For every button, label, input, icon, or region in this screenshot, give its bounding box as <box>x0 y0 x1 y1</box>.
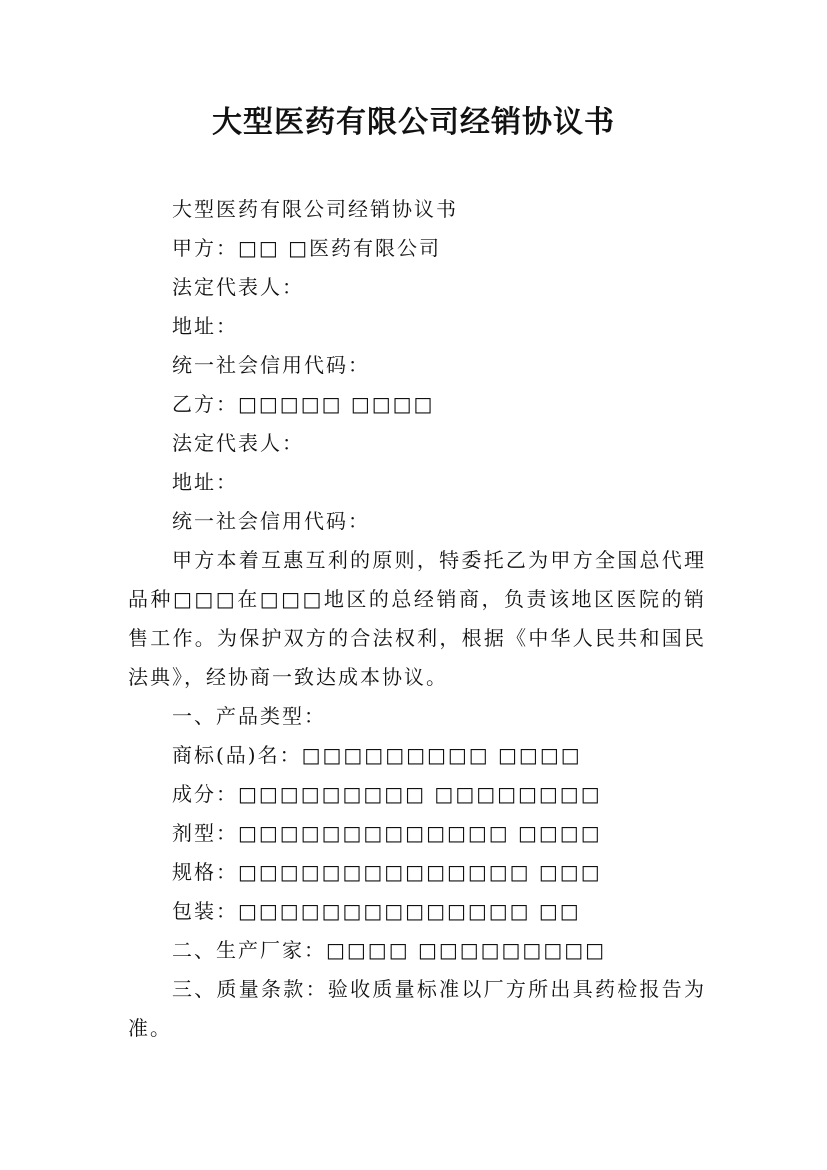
section-quality-terms: 三、质量条款：验收质量标准以厂方所出具药检报告为准。 <box>128 977 706 1040</box>
party-a-address: 地址： <box>172 314 238 338</box>
body-heading: 大型医药有限公司经销协议书 <box>172 197 458 221</box>
party-b-name: 乙方：□□□□□ □□□□ <box>172 392 435 416</box>
party-a-representative: 法定代表人： <box>172 275 304 299</box>
preamble-paragraph: 甲方本着互惠互利的原则，特委托乙为甲方全国总代理品种□□□在□□□地区的总经销商，负责该地区医院的销售工作。为保护双方的合法权利，根据《中华人民共和国民法典》，经协商一致达成本协议。 <box>128 548 706 689</box>
party-a-name: 甲方：□□ □医药有限公司 <box>172 236 442 260</box>
party-b-address: 地址： <box>172 470 238 494</box>
product-packaging: 包装：□□□□□□□□□□□□□□ □□ <box>172 899 581 923</box>
party-b-representative: 法定代表人： <box>172 431 304 455</box>
product-brand-name: 商标(品)名：□□□□□□□□□ □□□□ <box>172 743 582 767</box>
document-body <box>128 190 706 1048</box>
party-b-credit-code: 统一社会信用代码： <box>172 509 370 533</box>
product-ingredients: 成分：□□□□□□□□□ □□□□□□□□ <box>172 782 602 806</box>
party-a-credit-code: 统一社会信用代码： <box>172 353 370 377</box>
section-manufacturer: 二、生产厂家：□□□□ □□□□□□□□□ <box>172 938 607 962</box>
section-product-type: 一、产品类型： <box>172 704 326 728</box>
document-title: 大型医药有限公司经销协议书 <box>212 105 615 140</box>
product-dosage-form: 剂型：□□□□□□□□□□□□□ □□□□ <box>172 821 602 845</box>
product-specification: 规格：□□□□□□□□□□□□□□ □□□ <box>172 860 602 884</box>
